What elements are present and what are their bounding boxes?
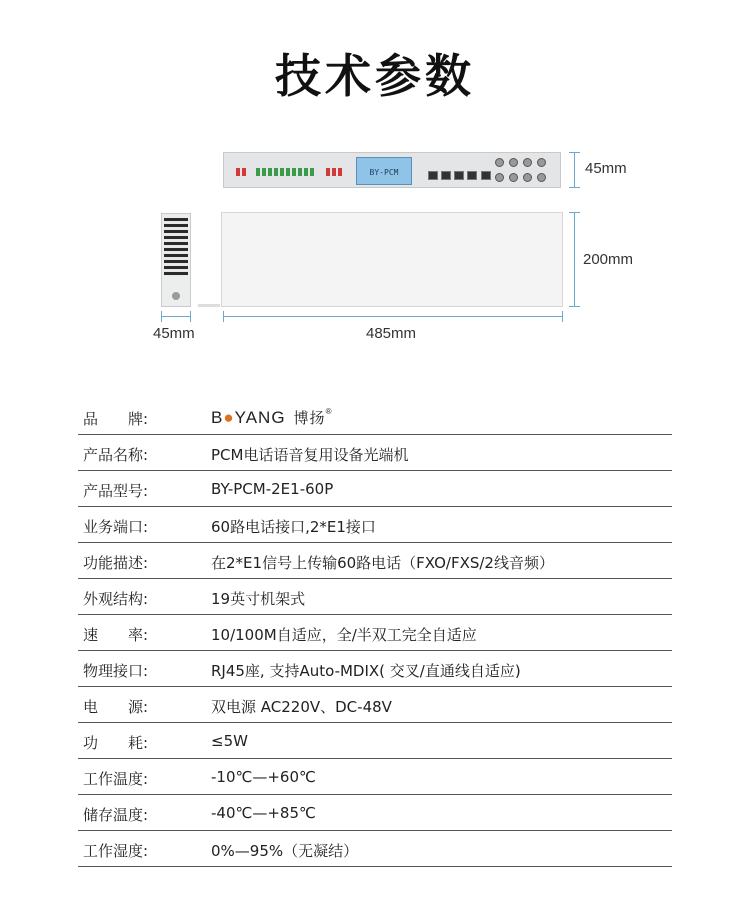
spec-value: 在2*E1信号上传输60路电话（FXO/FXS/2线音频）	[211, 554, 554, 572]
spec-label: 品 牌:	[83, 410, 149, 428]
dimension-tick	[569, 187, 580, 188]
spec-label: 物理接口:	[83, 662, 149, 680]
spec-row-form-factor	[78, 579, 672, 615]
spec-value: ≤5W	[211, 732, 248, 750]
rj45-port	[454, 171, 464, 180]
spec-label: 功 耗:	[83, 734, 149, 752]
spec-row-service-ports	[78, 507, 672, 543]
bnc-connector	[509, 173, 518, 182]
rj45-port	[428, 171, 438, 180]
status-led	[236, 168, 240, 176]
spec-label: 外观结构:	[83, 590, 149, 608]
spec-value: 0%—95%（无凝结）	[211, 842, 359, 860]
spec-value: 19英寸机架式	[211, 590, 306, 608]
brand-logo-post: YANG	[234, 408, 286, 427]
spec-value: 60路电话接口,2*E1接口	[211, 518, 376, 536]
bnc-connector	[537, 158, 546, 167]
spec-value: RJ45座, 支持Auto-MDIX( 交叉/直通线自适应)	[211, 662, 521, 680]
width-dimension-line	[223, 316, 563, 317]
channel-led	[268, 168, 272, 176]
rj45-port	[481, 171, 491, 180]
bnc-connector	[495, 158, 504, 167]
spec-label: 功能描述:	[83, 554, 149, 572]
spec-label: 工作温度:	[83, 770, 149, 788]
spec-row-physical-interface	[78, 651, 672, 687]
dimension-tick	[223, 311, 224, 322]
side-width-dimension-label: 45mm	[153, 325, 195, 342]
spec-value: 10/100M自适应，全/半双工完全自适应	[211, 626, 477, 644]
spec-row-function	[78, 543, 672, 579]
spec-value: BY-PCM-2E1-60P	[211, 480, 334, 498]
spec-label: 储存温度:	[83, 806, 149, 824]
brand-logo-mark: ●	[223, 408, 235, 427]
spec-table	[78, 399, 672, 867]
channel-led	[286, 168, 290, 176]
brand-logo	[211, 407, 332, 428]
alarm-led	[332, 168, 336, 176]
side-screw-hole	[172, 292, 180, 300]
width-dimension-label: 485mm	[366, 325, 417, 342]
alarm-led	[338, 168, 342, 176]
spec-value: PCM电话语音复用设备光端机	[211, 446, 409, 464]
channel-led	[292, 168, 296, 176]
height-dimension-line	[574, 152, 575, 188]
brand-logo-cn: 博扬	[293, 410, 326, 427]
spec-label: 业务端口:	[83, 518, 149, 536]
bnc-connector	[495, 173, 504, 182]
dimension-tick	[161, 311, 162, 322]
spec-value: -40℃—+85℃	[211, 804, 316, 822]
status-led	[242, 168, 246, 176]
spec-label: 电 源:	[83, 698, 149, 716]
spec-row-model	[78, 471, 672, 507]
brand-logo-pre: B	[211, 408, 224, 427]
height-dimension-label: 45mm	[585, 160, 627, 177]
depth-dimension-label: 200mm	[583, 251, 634, 268]
bnc-connector	[523, 158, 532, 167]
dimension-tick	[562, 311, 563, 322]
spec-label: 速 率:	[83, 626, 149, 644]
bnc-connector	[509, 158, 518, 167]
spec-row-storage-temp	[78, 795, 672, 831]
spec-label: 工作湿度:	[83, 842, 149, 860]
channel-led	[256, 168, 260, 176]
side-vent	[164, 218, 188, 276]
device-foot	[198, 304, 220, 307]
depth-dimension-line	[574, 212, 575, 307]
spec-label: 产品型号:	[83, 482, 149, 500]
bnc-connector	[537, 173, 546, 182]
dimension-tick	[190, 311, 191, 322]
channel-led	[274, 168, 278, 176]
device-top-view	[221, 212, 563, 307]
side-width-dimension-line	[161, 316, 191, 317]
channel-led	[298, 168, 302, 176]
dimension-tick	[569, 152, 580, 153]
spec-row-power-supply	[78, 687, 672, 723]
channel-led	[262, 168, 266, 176]
channel-led	[280, 168, 284, 176]
spec-value: 双电源 AC220V、DC-48V	[211, 698, 392, 716]
dimension-tick	[569, 212, 580, 213]
spec-row-power-consumption	[78, 723, 672, 759]
spec-row-rate	[78, 615, 672, 651]
page-title: 技术参数	[275, 49, 475, 103]
dimension-tick	[569, 306, 580, 307]
channel-led	[304, 168, 308, 176]
spec-row-operating-temp	[78, 759, 672, 795]
device-lcd-text: BY-PCM	[369, 168, 399, 177]
spec-row-product-name	[78, 435, 672, 471]
spec-value: -10℃—+60℃	[211, 768, 316, 786]
alarm-led	[326, 168, 330, 176]
channel-led	[310, 168, 314, 176]
rj45-port	[441, 171, 451, 180]
spec-label: 产品名称:	[83, 446, 149, 464]
spec-row-brand	[78, 399, 672, 435]
bnc-connector	[523, 173, 532, 182]
rj45-port	[467, 171, 477, 180]
brand-logo-reg: ®	[325, 407, 333, 416]
spec-row-operating-humidity	[78, 831, 672, 867]
